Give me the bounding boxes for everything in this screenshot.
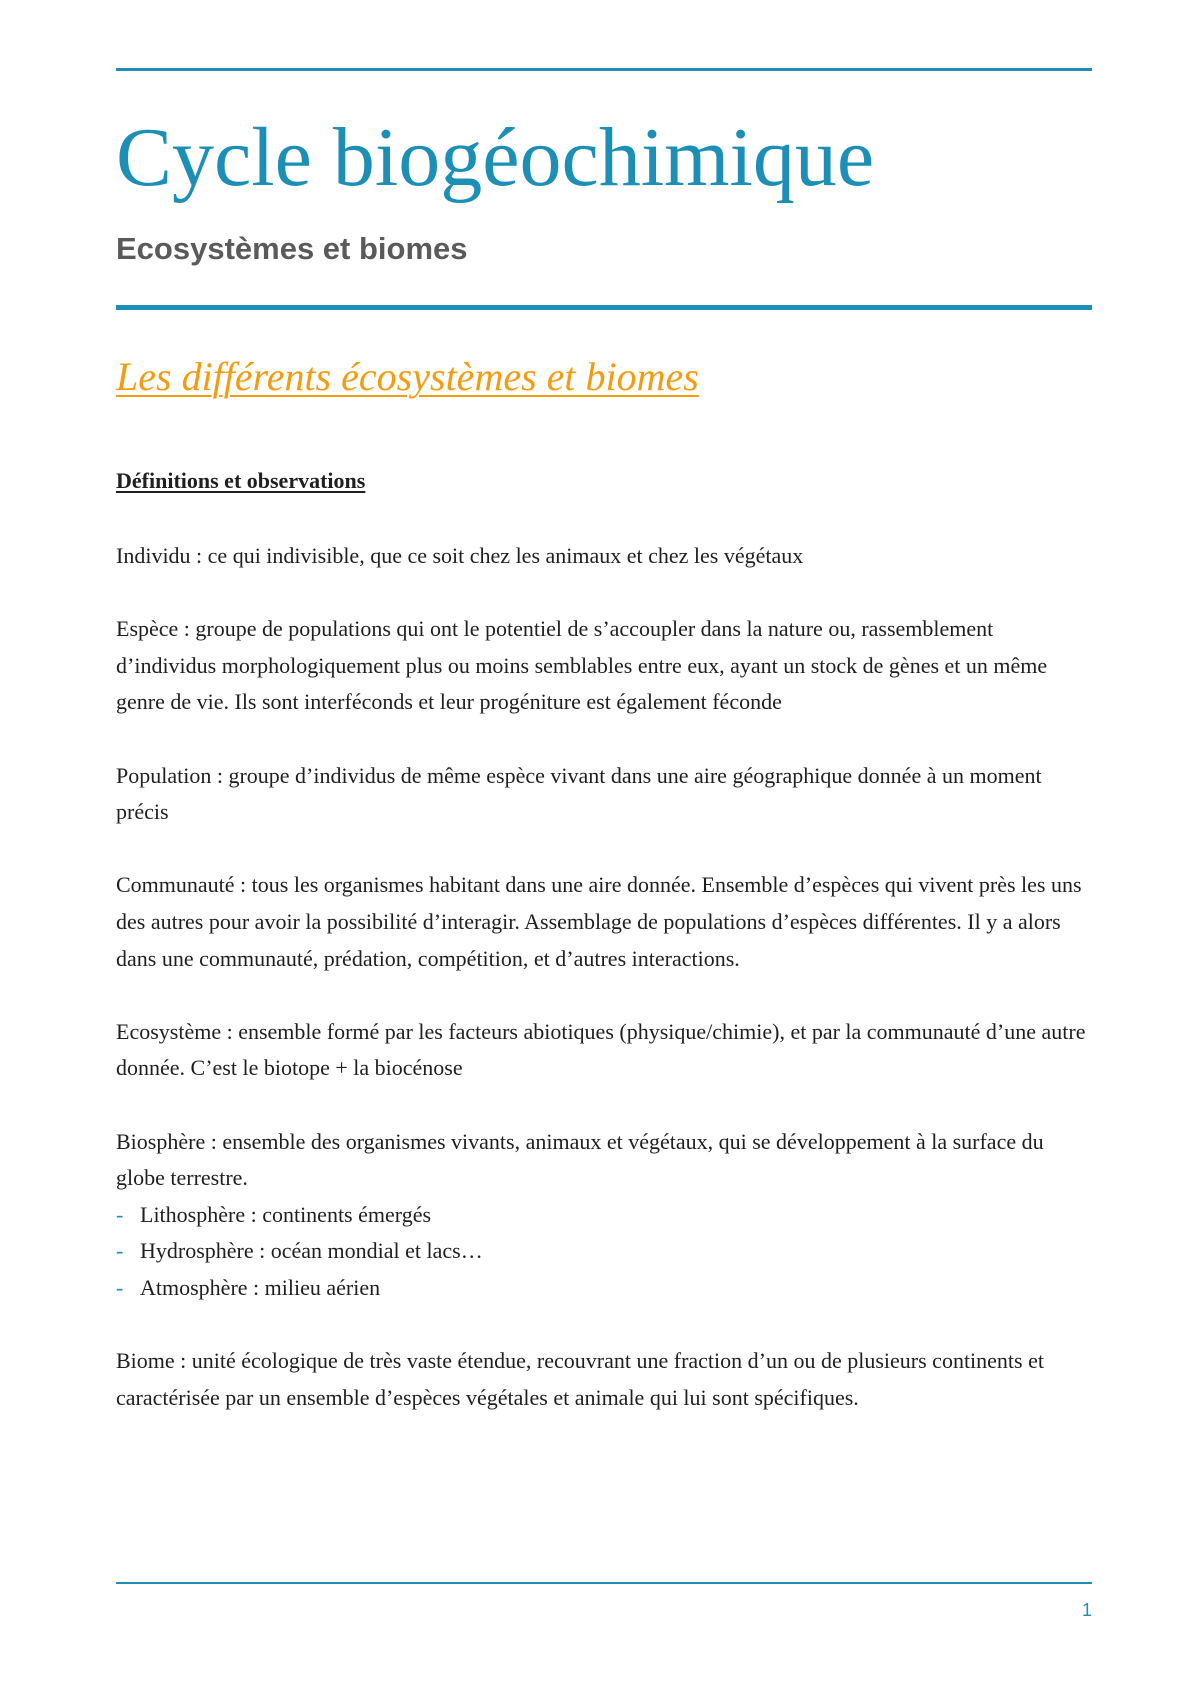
bullet-dash: - [116, 1274, 124, 1300]
document-title: Cycle biogéochimique [116, 111, 875, 204]
biosphere-list [116, 1197, 1092, 1307]
list-item [116, 1270, 1092, 1307]
footer-rule [116, 1582, 1092, 1584]
bullet-dash: - [116, 1201, 124, 1227]
list-item [116, 1197, 1092, 1234]
list-item-label: Atmosphère : milieu aérien [140, 1274, 381, 1300]
definition-biosphere: Biosphère : ensemble des organismes vivants, animaux et végétaux, qui se développement à la surface du globe terrestre. [116, 1128, 1044, 1191]
definition-individu: Individu : ce qui indivisible, que ce soit chez les animaux et chez les végétaux [116, 543, 804, 568]
document-page [116, 0, 1092, 1698]
definition-espece: Espèce : groupe de populations qui ont le potentiel de s’accoupler dans la nature ou, rassemblement d’individus morphologiquement plus ou moins semblables entre eux, ayant un stock de gènes et un même genre de vie. Ils sont interféconds et leur progéniture est également féconde [116, 616, 1048, 715]
document-subtitle: Ecosystèmes et biomes [116, 231, 468, 266]
header-rule [116, 305, 1092, 310]
definition-biome: Biome : unité écologique de très vaste étendue, recouvrant une fraction d’un ou de plusieurs continents et caractérisée par un ensemble d’espèces végétales et animale qui lui sont spécifiques. [116, 1348, 1044, 1410]
section-heading: Les différents écosystèmes et biomes [116, 354, 699, 399]
body-text [116, 538, 1092, 1453]
bullet-dash: - [116, 1238, 124, 1264]
definition-communaute: Communauté : tous les organismes habitant dans une aire donnée. Ensemble d’espèces qui vivent près les uns des autres pour avoir la possibilité d’interagir. Assemblage de populations d’espèces différentes. Il y a alors dans une communauté, prédation, compétition, et d’autres interactions. [116, 872, 1082, 971]
subheading-definitions: Définitions et observations [116, 468, 366, 493]
list-item-label: Lithosphère : continents émergés [140, 1201, 432, 1227]
definition-ecosysteme: Ecosystème : ensemble formé par les facteurs abiotiques (physique/chimie), et par la communauté d’une autre donnée. C’est le biotope + la biocénose [116, 1018, 1086, 1081]
top-rule [116, 68, 1092, 71]
page-number: 1 [1081, 1600, 1092, 1620]
list-item [116, 1233, 1092, 1270]
definition-population: Population : groupe d’individus de même espèce vivant dans une aire géographique donnée à un moment précis [116, 762, 1042, 825]
list-item-label: Hydrosphère : océan mondial et lacs… [140, 1238, 483, 1264]
